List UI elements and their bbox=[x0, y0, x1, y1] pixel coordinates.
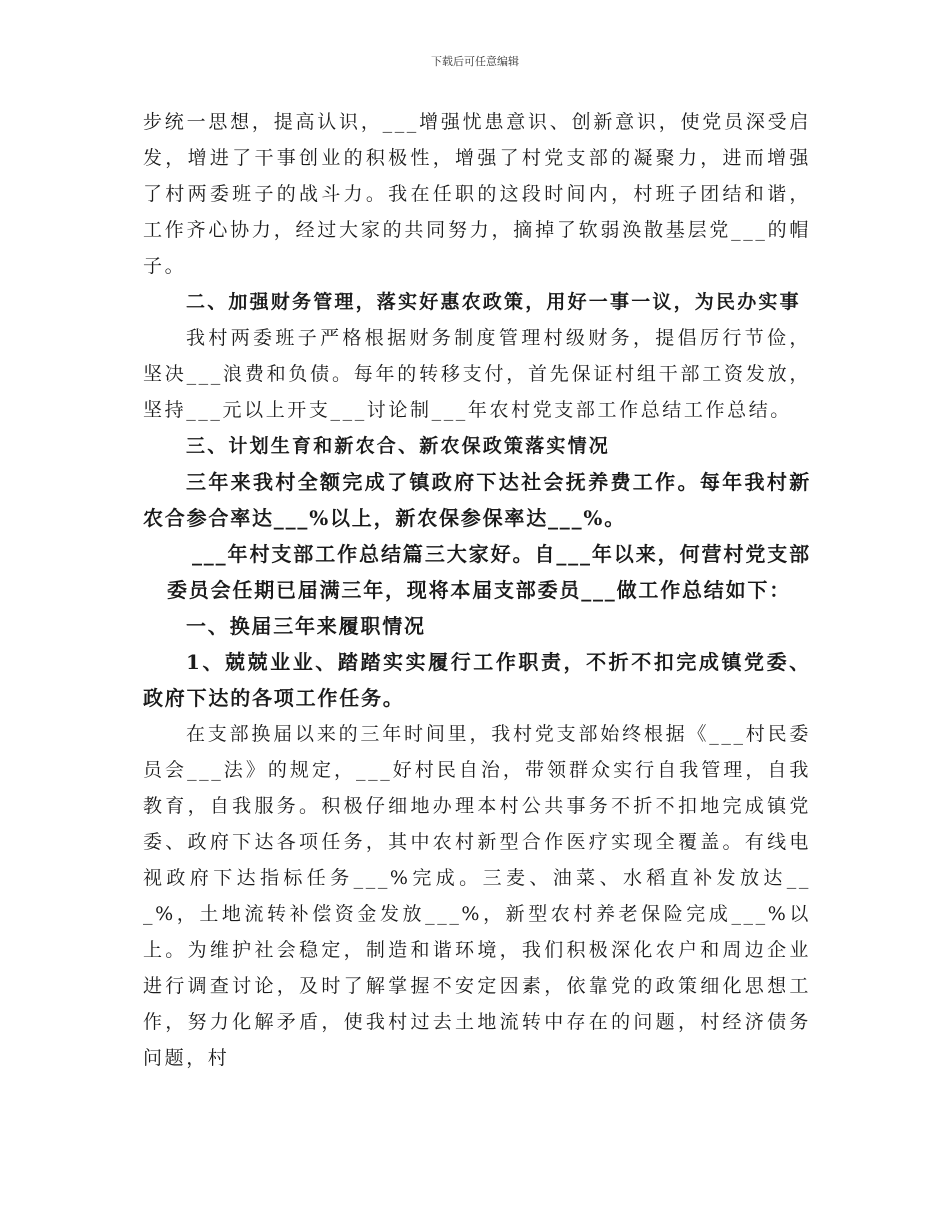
page-header: 下载后可任意编辑 bbox=[431, 55, 519, 68]
section-heading-duties: 一、换届三年来履职情况 bbox=[186, 614, 426, 638]
paragraph-finance: 我村两委班子严格根据财务制度管理村级财务，提倡厉行节俭，坚决___浪费和负债。每年的转移支付，首先保证村组干部工资发放，坚持___元以上开支___讨论制___年农村党支部工作总结工作总结。 bbox=[143, 327, 811, 421]
section-heading-finance: 二、加强财务管理，落实好惠农政策，用好一事一议，为民办实事 bbox=[186, 291, 801, 313]
section-heading-family-planning: 三、计划生育和新农合、新农保政策落实情况 bbox=[186, 435, 611, 457]
document-body bbox=[143, 104, 811, 1076]
paragraph-duties: 在支部换届以来的三年时间里，我村党支部始终根据《___村民委员会___法》的规定，___好村民自治，带领群众实行自我管理，自我教育，自我服务。积极仔细地办理本村公共事务不折不扣地完成镇党委、政府下达各项任务，其中农村新型合作医疗实现全覆盖。有线电视政府下达指标任务___%完成。三麦、油菜、水稻直补发放达___%，土地流转补偿资金发放___%，新型农村养老保险完成___%以上。为维护社会稳定，制造和谐环境，我们积极深化农户和周边企业进行调查讨论，及时了解掌握不安定因素，依靠党的政策细化思想工作，努力化解矛盾，使我村过去土地流转中存在的问题，村经济债务问题，村 bbox=[143, 723, 811, 1069]
paragraph-summary-intro: ___年村支部工作总结篇三大家好。自___年以来，何营村党支部委员会任期已届满三年，现将本届支部委员___做工作总结如下： bbox=[167, 542, 811, 602]
subsection-heading-duties: 1、兢兢业业、踏踏实实履行工作职责，不折不扣完成镇党委、政府下达的各项工作任务。 bbox=[143, 650, 811, 710]
paragraph-family-planning: 三年来我村全额完成了镇政府下达社会抚养费工作。每年我村新农合参合率达___%以上，新农保参保率达___%。 bbox=[143, 470, 811, 530]
paragraph-continuation: 步统一思想，提高认识，___增强忧患意识、创新意识，使党员深受启发，增进了干事创业的积极性，增强了村党支部的凝聚力，进而增强了村两委班子的战斗力。我在任职的这段时间内，村班子团结和谐，工作齐心协力，经过大家的共同努力，摘掉了软弱涣散基层党___的帽子。 bbox=[143, 111, 811, 277]
